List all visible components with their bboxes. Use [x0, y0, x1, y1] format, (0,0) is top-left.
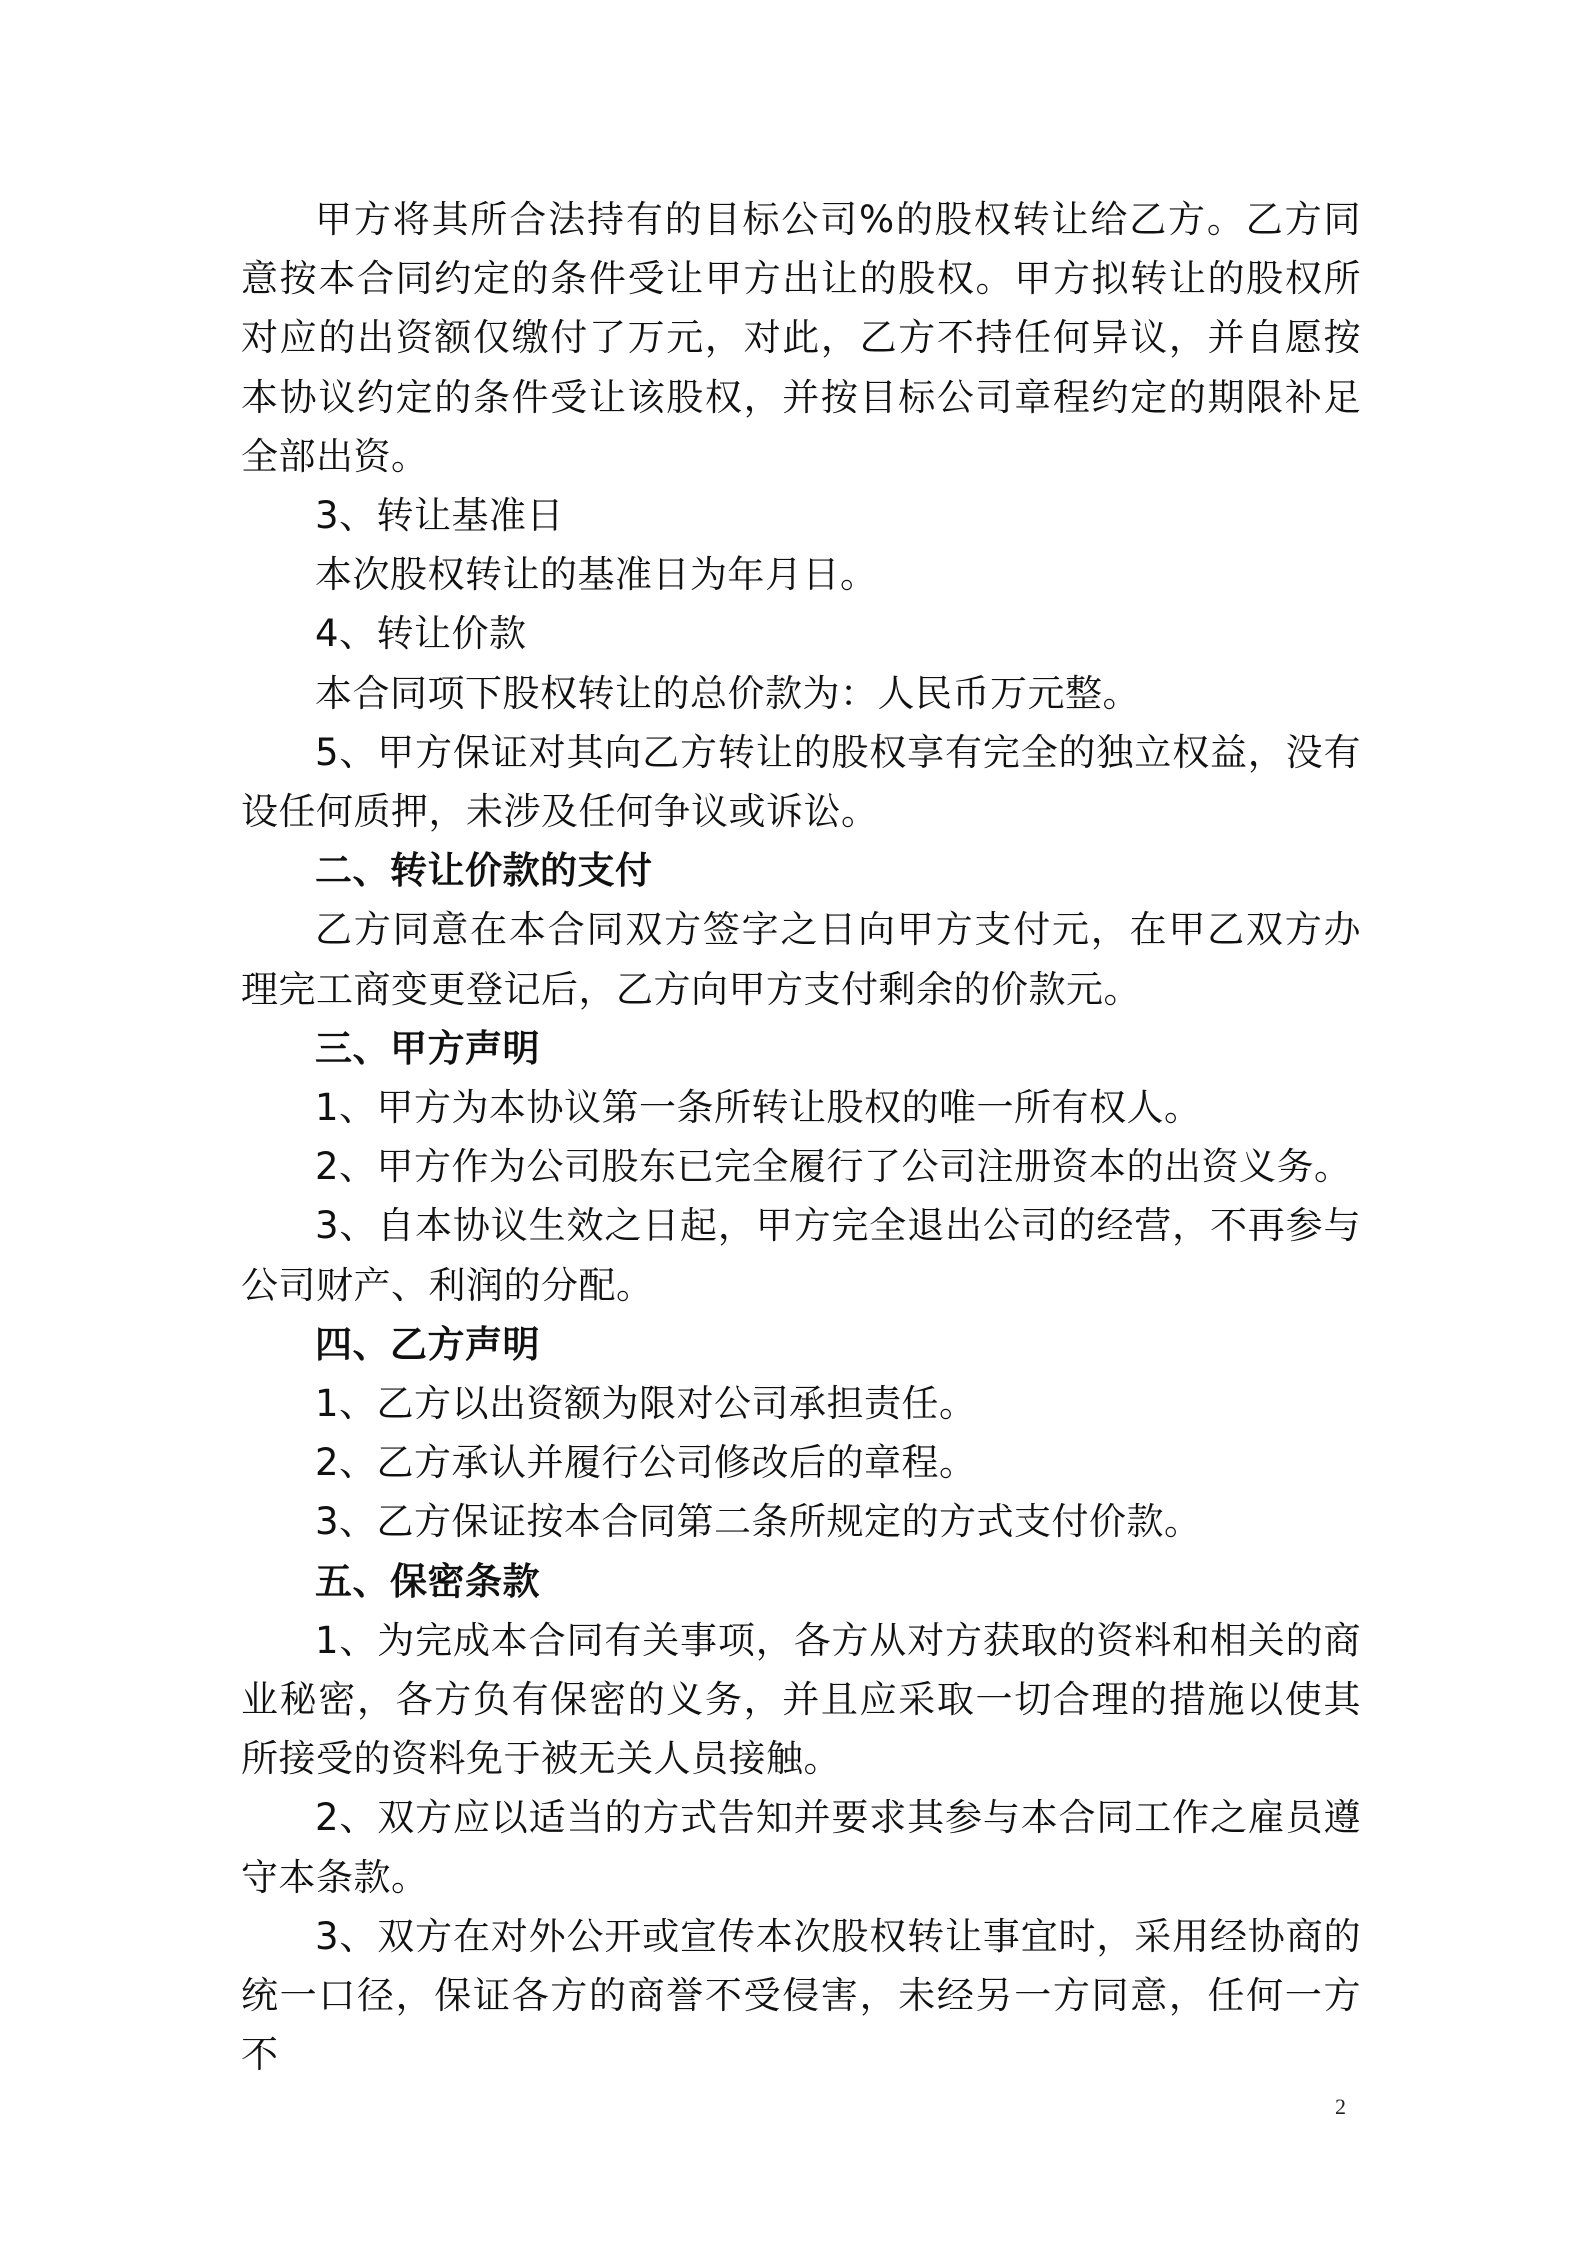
subheading-transfer-price: 4、转让价款 — [315, 612, 527, 656]
section-heading-payment: 二、转让价款的支付 — [315, 849, 653, 893]
paragraph-base-date: 本次股权转让的基准日为年月日。 — [315, 553, 878, 597]
section-heading-party-b-statement: 四、乙方声明 — [315, 1322, 540, 1366]
paragraph-payment: 乙方同意在本合同双方签字之日向甲方支付元，在甲乙双方办理完工商变更登记后，乙方向甲方支付剩余的价款元。 — [241, 908, 1361, 1011]
document-body — [241, 190, 1361, 2085]
paragraph-equity-transfer: 甲方将其所合法持有的目标公司%的股权转让给乙方。乙方同意按本合同约定的条件受让甲方出让的股权。甲方拟转让的股权所对应的出资额仅缴付了万元，对此，乙方不持任何异议，并自愿按本协议约定的条件受让该股权，并按目标公司章程约定的期限补足全部出资。 — [241, 198, 1361, 478]
section-heading-party-a-statement: 三、甲方声明 — [315, 1026, 540, 1070]
paragraph-party-a-statement-1: 1、甲方为本协议第一条所转让股权的唯一所有权人。 — [315, 1086, 1202, 1130]
page-number: 2 — [1335, 2094, 1346, 2119]
paragraph-party-b-statement-3: 3、乙方保证按本合同第二条所规定的方式支付价款。 — [315, 1500, 1202, 1544]
paragraph-transfer-price: 本合同项下股权转让的总价款为：人民币万元整。 — [315, 671, 1140, 715]
paragraph-party-a-statement-2: 2、甲方作为公司股东已完全履行了公司注册资本的出资义务。 — [315, 1145, 1352, 1189]
paragraph-party-a-guarantee: 5、甲方保证对其向乙方转让的股权享有完全的独立权益，没有设任何质押，未涉及任何争议或诉讼。 — [241, 730, 1361, 834]
paragraph-confidentiality-3: 3、双方在对外公开或宣传本次股权转让事宜时，采用经协商的统一口径，保证各方的商誉不受侵害，未经另一方同意，任何一方不 — [241, 1914, 1361, 2077]
paragraph-party-b-statement-2: 2、乙方承认并履行公司修改后的章程。 — [315, 1441, 977, 1485]
subheading-base-date: 3、转让基准日 — [315, 494, 565, 538]
paragraph-confidentiality-2: 2、双方应以适当的方式告知并要求其参与本合同工作之雇员遵守本条款。 — [241, 1796, 1361, 1899]
paragraph-party-b-statement-1: 1、乙方以出资额为限对公司承担责任。 — [315, 1382, 977, 1426]
paragraph-confidentiality-1: 1、为完成本合同有关事项，各方从对方获取的资料和相关的商业秘密，各方负有保密的义务，并且应采取一切合理的措施以使其所接受的资料免于被无关人员接触。 — [241, 1618, 1361, 1781]
paragraph-party-a-statement-3: 3、自本协议生效之日起，甲方完全退出公司的经营，不再参与公司财产、利润的分配。 — [241, 1204, 1361, 1307]
section-heading-confidentiality: 五、保密条款 — [315, 1559, 540, 1603]
